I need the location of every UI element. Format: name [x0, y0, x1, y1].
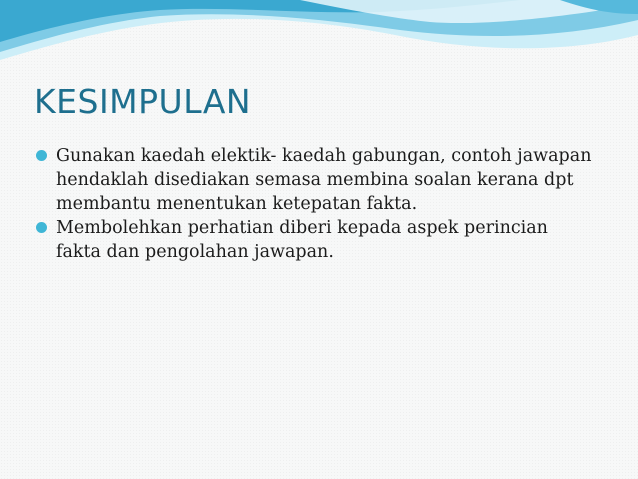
bullet-item [36, 216, 596, 264]
header-wave-decoration [0, 0, 638, 80]
bullet-circle-icon [36, 222, 47, 233]
bullet-item [36, 144, 596, 216]
bullet-list [36, 144, 596, 264]
bullet-text: Membolehkan perhatian diberi kepada aspek perincian fakta dan pengolahan jawapan. [56, 218, 548, 262]
bullet-circle-icon [36, 150, 47, 161]
slide-title: KESIMPULAN [34, 82, 252, 121]
bullet-text: Gunakan kaedah elektik- kaedah gabungan, contoh jawapan hendaklah disediakan semasa membina soalan kerana dpt membantu menentukan ketepatan fakta. [56, 146, 592, 214]
